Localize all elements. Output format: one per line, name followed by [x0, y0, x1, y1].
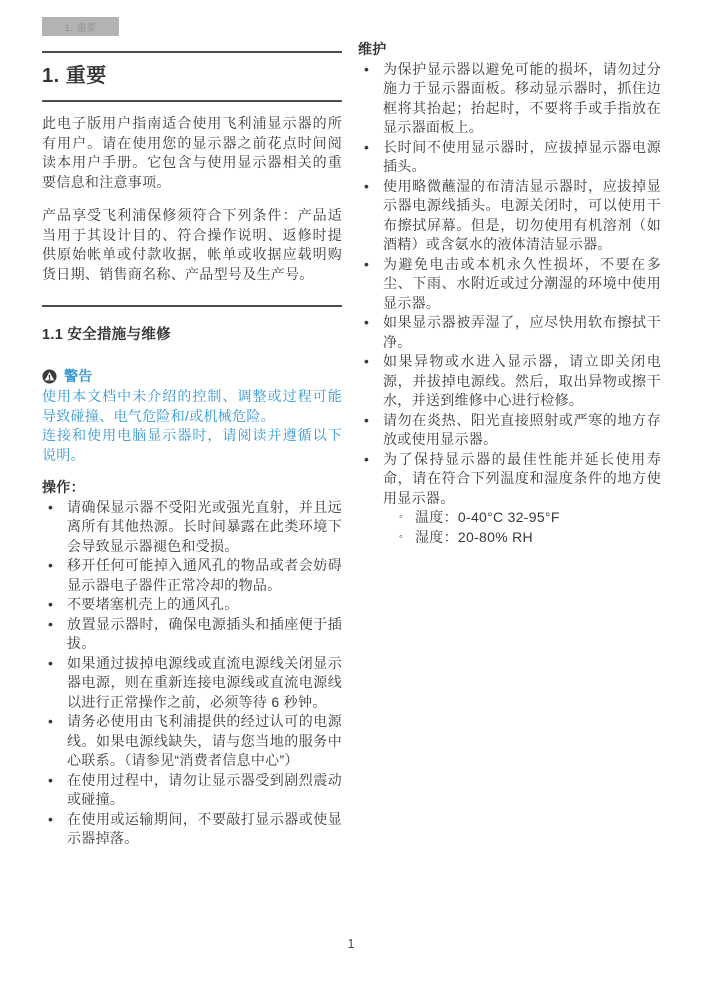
list-item: • 如果显示器被弄湿了，应尽快用软布擦拭干净。	[358, 313, 661, 352]
list-item: • 不要堵塞机壳上的通风孔。	[42, 595, 342, 615]
list-item: • 在使用或运输期间，不要敲打显示器或使显示器掉落。	[42, 810, 342, 849]
list-item	[358, 450, 661, 548]
list-item: • 移开任何可能掉入通风孔的物品或者会妨碍显示器电子器件正常冷却的物品。	[42, 556, 342, 595]
list-item-text: 为了保持显示器的最佳性能并延长使用寿命，请在符合下列温度和湿度条件的地方使用显示器。	[383, 450, 661, 506]
operation-heading: 操作：	[42, 479, 85, 495]
left-column	[42, 51, 342, 849]
sub-list-item-humidity: ◦ 湿度：20-80% RH	[397, 528, 661, 548]
list-item: • 如果通过拔掉电源线或直流电源线关闭显示器电源，则在重新连接电源线或直流电源线以进行正常操作之前，必须等待 6 秒钟。	[42, 654, 342, 713]
warning-text	[42, 387, 342, 465]
intro-paragraph-2: 产品享受飞利浦保修须符合下列条件：产品适当用于其设计目的、符合操作说明、返修时提供原始帐单或付款收据，帐单或收据应载明购货日期、销售商名称、产品型号及生产号。	[42, 207, 342, 282]
section-divider	[42, 305, 342, 307]
chapter-title-block	[42, 51, 342, 102]
condition-sub-list	[383, 508, 661, 547]
intro-paragraph-1: 此电子版用户指南适合使用飞利浦显示器的所有用户。请在使用您的显示器之前花点时间阅读本用户手册。它包含与使用显示器相关的重要信息和注意事项。	[42, 115, 342, 190]
list-item: • 放置显示器时，确保电源插头和插座便于插拔。	[42, 615, 342, 654]
page-number: 1	[347, 937, 355, 951]
list-item: • 在使用过程中，请勿让显示器受到剧烈震动或碰撞。	[42, 771, 342, 810]
sub-list-item-temperature: ◦ 温度：0-40°C 32-95°F	[397, 508, 661, 528]
warning-line-1: 使用本文档中未介绍的控制、调整或过程可能导致碰撞、电气危险和/或机械危险。	[42, 388, 342, 424]
list-item: • 为保护显示器以避免可能的损坏，请勿过分施力于显示器面板。移动显示器时，抓住边框将其抬起；抬起时，不要将手或手指放在显示器面板上。	[358, 60, 661, 138]
list-item: • 请务必使用由飞利浦提供的经过认可的电源线。如果电源线缺失，请与您当地的服务中心联系。（请参见“消费者信息中心”）	[42, 712, 342, 771]
chapter-title: 1. 重要	[42, 65, 107, 87]
maintenance-bullet-list	[358, 60, 661, 548]
list-item: • 使用略微蘸湿的布清洁显示器时，应拔掉显示器电源线插头。电源关闭时，可以使用干布擦拭屏幕。但是，切勿使用有机溶剂（如酒精）或含氨水的液体清洁显示器。	[358, 177, 661, 255]
warning-header	[42, 367, 342, 387]
warning-line-2: 连接和使用电脑显示器时，请阅读并遵循以下说明。	[42, 427, 342, 463]
list-item: • 如果异物或水进入显示器，请立即关闭电源，并拔掉电源线。然后，取出异物或擦干水，并送到维修中心进行检修。	[358, 352, 661, 411]
operation-bullet-list	[42, 498, 342, 849]
list-item: • 为避免电击或本机永久性损坏，不要在多尘、下雨、水附近或过分潮湿的环境中使用显示器。	[358, 255, 661, 314]
chapter-tab	[42, 17, 119, 36]
section-heading: 1.1 安全措施与维修	[42, 327, 171, 343]
list-item: • 长时间不使用显示器时，应拔掉显示器电源插头。	[358, 138, 661, 177]
warning-label: 警告	[64, 367, 93, 384]
list-item: • 请勿在炎热、阳光直接照射或严寒的地方存放或使用显示器。	[358, 411, 661, 450]
right-column	[358, 40, 661, 547]
warning-triangle-circle-icon	[42, 369, 57, 384]
maintenance-heading: 维护	[358, 41, 387, 57]
chapter-tab-label: 1. 重要	[64, 22, 97, 34]
list-item: • 请确保显示器不受阳光或强光直射，并且远离所有其他热源。长时间暴露在此类环境下会导致显示器褪色和受损。	[42, 498, 342, 557]
